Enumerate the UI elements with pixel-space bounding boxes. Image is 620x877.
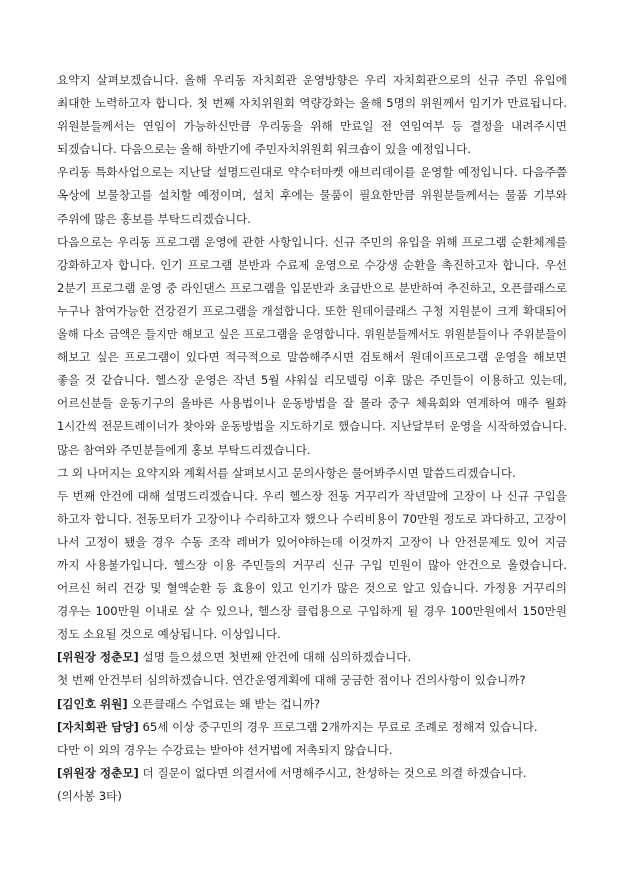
body-line [57, 254, 567, 277]
line-text: 좋을 것 같습니다. 헬스장 운영은 작년 5월 샤워실 리모델링 이후 많은 주민들이 이용하고 있는데, [57, 373, 567, 388]
body-line [57, 115, 567, 138]
speaker-line [57, 646, 567, 669]
line-text: 1시간씩 전문트레이너가 찾아와 운동방법을 지도하기로 했습니다. 지난달부터 운영을 시작하였습니다. [57, 419, 567, 434]
body-line [57, 323, 567, 346]
body-line [57, 508, 567, 531]
speaker-label: [위원장 정춘모] [57, 765, 139, 780]
body-line [57, 184, 567, 207]
line-text: 설명 들으셨으면 첫번째 안건에 대해 심의하겠습니다. [138, 650, 412, 665]
body-line [57, 92, 567, 115]
line-text: 오픈클래스 수업료는 왜 받는 겁니까? [127, 696, 321, 711]
line-text: 그 외 나머지는 요약지와 계획서를 살펴보시고 문의사항은 물어봐주시면 말씀드리겠습니다. [57, 465, 516, 480]
body-line [57, 415, 567, 438]
body-line [57, 739, 567, 762]
line-text: 강화하고자 합니다. 인기 프로그램 분반과 수료제 운영으로 수강생 순환을 촉진하고자 합니다. 우선 [57, 257, 567, 272]
body-line [57, 577, 567, 600]
line-text: 요약지 살펴보겠습니다. 올해 우리동 자치회관 운영방향은 우리 자치회관으로의 신규 주민 유입에 [57, 73, 567, 87]
line-text: 나서 고정이 됐을 경우 수동 조작 레버가 있어야하는데 이것까지 고장이 나 안전문제도 있어 지금 [57, 534, 567, 549]
body-line [57, 554, 567, 577]
body-line [57, 669, 567, 692]
body-line [57, 138, 567, 161]
line-text: 하고자 합니다. 전동모터가 고장이나 수리하고자 했으나 수리비용이 70만원 정도로 과다하고, 고장이 [57, 511, 567, 526]
line-text: 누구나 참여가능한 건강걷기 프로그램을 개설합니다. 또한 원데이클래스 구청 지원분이 크게 확대되어 [57, 303, 567, 318]
speaker-line [57, 716, 567, 739]
body-line [57, 785, 567, 808]
line-text: 우리동 특화사업으로는 지난달 설명드린대로 약수터마켓 애브리데이를 운영할 예정입니다. 다음주쯤 [57, 165, 567, 180]
speaker-label: [자치회관 담당] [57, 719, 139, 734]
line-text: 올해 다소 금액은 들지만 해보고 싶은 프로그램을 운영합니다. 위원분들께서도 위원분들이나 주위분들이 [57, 328, 567, 342]
body-line [57, 346, 567, 369]
line-text: 2분기 프로그램 운영 중 라인댄스 프로그램을 입문반과 초급반으로 분반하여 추진하고, 오픈클래스로 [57, 280, 567, 295]
line-text: 많은 참여와 주민분들에게 홍보 부탁드리겠습니다. [57, 442, 311, 457]
speaker-label: [위원장 정춘모] [57, 650, 139, 665]
line-text: (의사봉 3타) [57, 788, 122, 803]
speaker-line [57, 693, 567, 716]
speaker-line [57, 762, 567, 785]
body-line [57, 485, 567, 508]
body-line [57, 600, 567, 623]
line-text: 되겠습니다. 다음으로는 올해 하반기에 주민자치위원회 워크숍이 있을 예정입니다. [57, 142, 471, 157]
body-line [57, 208, 567, 231]
line-text: 두 번째 안건에 대해 설명드리겠습니다. 우리 헬스장 전동 거꾸리가 작년말에 고장이 나 신규 구입을 [57, 488, 567, 503]
line-text: 어르신 허리 건강 및 혈액순환 등 효용이 있고 인기가 많은 것으로 알고 있습니다. 가정용 거꾸리의 [57, 581, 567, 596]
line-text: 정도 소요될 것으로 예상됩니다. 이상입니다. [57, 627, 281, 642]
body-line [57, 277, 567, 300]
line-text: 경우는 100만원 이내로 살 수 있으나, 헬스장 클럽용으로 구입하게 될 경우 100만원에서 150만원 [57, 604, 567, 619]
line-text: 주위에 많은 홍보를 부탁드리겠습니다. [57, 211, 251, 226]
body-line [57, 369, 567, 392]
body-line [57, 623, 567, 646]
line-text: 까지 사용불가입니다. 헬스장 이용 주민들의 거꾸리 신규 구입 민원이 많아 안건으로 올렸습니다. [57, 557, 567, 572]
body-line [57, 231, 567, 254]
speaker-label: [김인호 위원] [57, 696, 128, 711]
body-line [57, 69, 567, 92]
line-text: 해보고 싶은 프로그램이 있다면 적극적으로 말씀해주시면 검토해서 원데이프로그램 운영을 해보면 [57, 350, 567, 365]
line-text: 첫 번째 안건부터 심의하겠습니다. 연간운영계획에 대해 궁금한 점이나 건의사항이 있습니까? [57, 673, 526, 688]
line-text: 위원분들께서는 연임이 가능하신만큼 우리동을 위해 만료일 전 연임여부 등 결정을 내려주시면 [57, 119, 567, 134]
body-line [57, 462, 567, 485]
line-text: 옥상에 보물창고를 설치할 예정이며, 설치 후에는 물품이 필요한만큼 위원분들께서는 물품 기부와 [57, 188, 567, 203]
line-text: 최대한 노력하고자 합니다. 첫 번째 자치위원회 역량강화는 올해 5명의 위원께서 임기가 만료됩니다. [57, 96, 567, 111]
line-text: 65세 이상 중구민의 경우 프로그램 2개까지는 무료로 조례로 정해져 있습니다. [138, 719, 538, 734]
line-text: 다음으로는 우리동 프로그램 운영에 관한 사항입니다. 신규 주민의 유입을 위해 프로그램 순환체계를 [57, 234, 567, 249]
body-line [57, 300, 567, 323]
body-line [57, 531, 567, 554]
body-line [57, 439, 567, 462]
document-body [57, 69, 567, 808]
line-text: 더 질문이 없다면 의결서에 서명해주시고, 찬성하는 것으로 의결 하겠습니다. [138, 765, 527, 780]
line-text: 어르신분들 운동기구의 올바른 사용법이나 운동방법을 잘 몰라 중구 체육회와 연계하여 매주 월화 [57, 396, 567, 411]
body-line [57, 392, 567, 415]
body-line [57, 161, 567, 184]
line-text: 다만 이 외의 경우는 수강료는 받아야 선거법에 저촉되지 않습니다. [57, 742, 393, 757]
